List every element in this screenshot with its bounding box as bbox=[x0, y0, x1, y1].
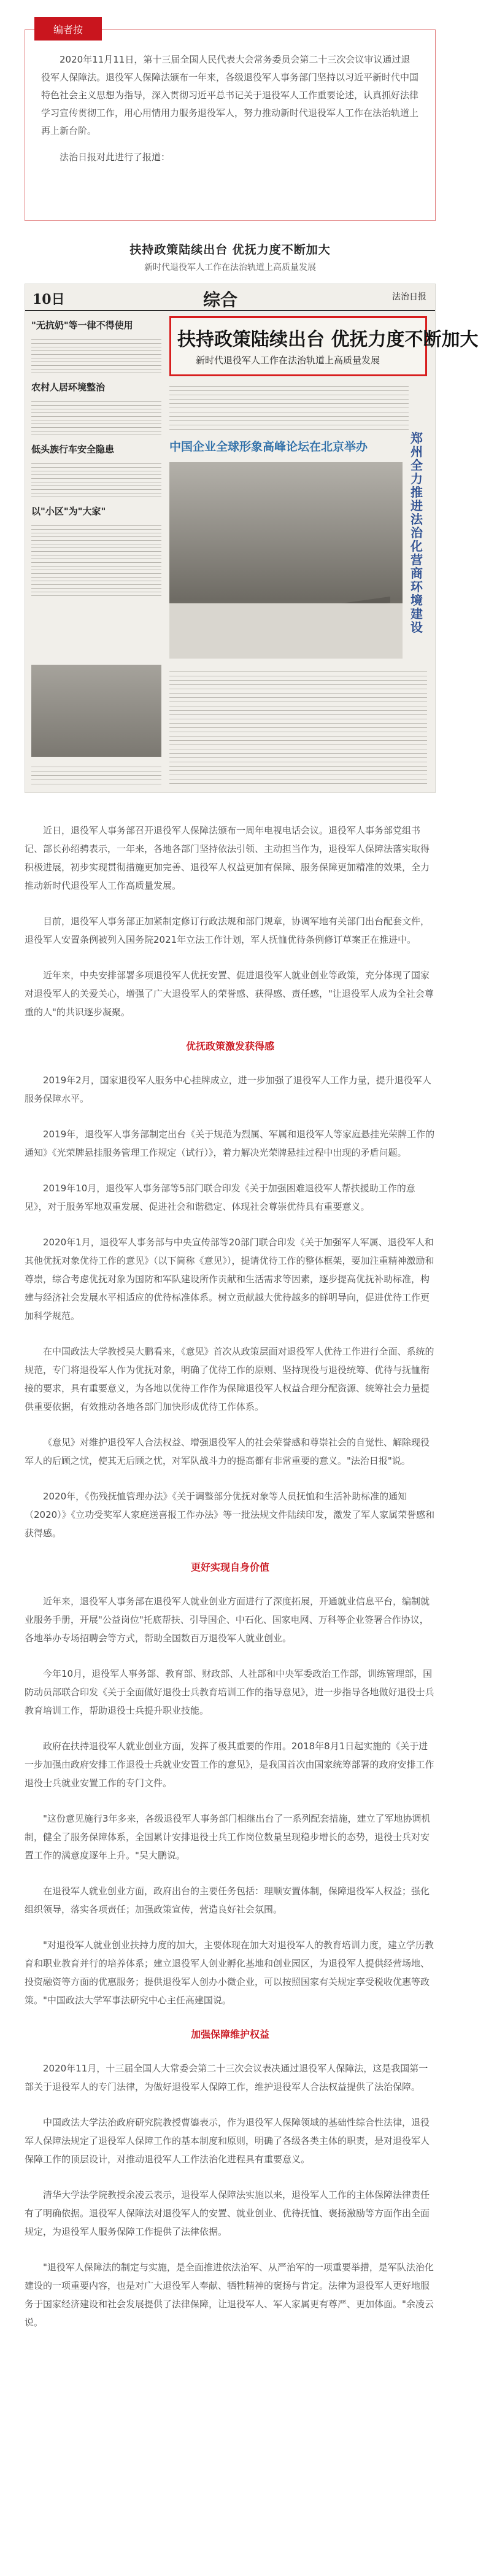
article-paragraph: 近年来，退役军人事务部在退役军人就业创业方面进行了深度拓展，开通就业信息平台，编制就业服务手册，开展"公益岗位"托底帮扶、引导国企、中石化、国家电网、万科等企业签署合作协议，各地举办专场招聘会等方式，帮助全国数百万退役军人就业创业。 bbox=[25, 1596, 430, 1644]
article-paragraph: "这份意见施行3年多来，各级退役军人事务部门相继出台了一系列配套措施，建立了军地协调机制，健全了服务保障体系，全国累计安排退役士兵工作岗位数量呈现稳步增长的态势，退役士兵对安置工作的满意度逐年上升。"吴大鹏说。 bbox=[25, 1813, 431, 1861]
article-paragraph: 2020年11月，十三届全国人大常委会第二十三次会议表决通过退役军人保障法，这是我国第一部关于退役军人的专门法律，为做好退役军人保障工作，维护退役军人合法权益提供了法治保障。 bbox=[25, 2063, 428, 2092]
article-paragraph: 2020年，《伤残抚恤管理办法》《关于调整部分优抚对象等人员抚恤和生活补助标准的通知（2020）》《立功受奖军人家庭送喜报工作办法》等一批法规文件陆续印发，激发了军人家属荣誉感和获得感。 bbox=[25, 1491, 435, 1539]
article-paragraph: 政府在扶持退役军人就业创业方面，发挥了极其重要的作用。2018年8月1日起实施的《关于进一步加强由政府安排工作退役士兵就业安置工作的意见》，是我国首次由国家统筹部署的政府安排工作退役士兵就业安置工作的专门文件。 bbox=[25, 1741, 434, 1789]
article-paragraph: "对退役军人就业创业扶持力度的加大，主要体现在加大对退役军人的教育培训力度，建立学历教育和职业教育并行的培养体系；建立退役军人创业孵化基地和创业园区，为退役军人提供经营场地、投资融资等方面的优惠服务；提供退役军人创办小微企业，可以按照国家有关规定享受税收优惠等政策。"中国政法大学军事法研究中心主任高建国说。 bbox=[25, 1940, 434, 2006]
article-paragraph: 2020年1月，退役军人事务部与中央宣传部等20部门联合印发《关于加强军人军属、退役军人和其他优抚对象优待工作的意见》（以下简称《意见》），提请优待工作的整体框架，要加注重精神激励和尊崇，综合考虑优抚对象为国防和军队建设所作贡献和生活需求等因素，逐步提高优抚补助标准，构建与经济社会发展水平相适应的优待标准体系。树立贡献越大优待越多的鲜明导向，促进优待工作更加科学规范。 bbox=[25, 1237, 434, 1321]
lead-story-title: 扶持政策陆续出台 优抚力度不断加大 bbox=[177, 329, 478, 350]
article-paragraph: 2019年10月，退役军人事务部等5部门联合印发《关于加强困难退役军人帮扶援助工作的意见》，对于服务军地双重发展、促进社会和谐稳定、体现社会尊崇优待具有重要意义。 bbox=[25, 1183, 415, 1212]
section-heading: 优抚政策激发获得感 bbox=[185, 1040, 274, 1052]
vertical-story-title: 郑州全力推进法治化营商环境建设 bbox=[411, 431, 423, 635]
section-heading: 更好实现自身价值 bbox=[190, 1561, 269, 1573]
article-paragraph: 在中国政法大学教授吴大鹏看来，《意见》首次从政策层面对退役军人优待工作进行全面、系统的规范，专门将退役军人作为优抚对象，明确了优待工作的原则、坚持现役与退役统筹、优待与抚恤衔接的要求，具有重要意义，为各地以优待工作作为保障退役军人权益合理分配资源、统筹社会力量提供重要依据，有效推动各地各部门加快形成优待工作体系。 bbox=[25, 1346, 434, 1412]
article-paragraph: 《意见》对维护退役军人合法权益、增强退役军人的社会荣誉感和尊崇社会的自觉性、解除现役军人的后顾之忧，使其无后顾之忧，对军队战斗力的提高都有非常重要的意义。"法治日报"说。 bbox=[25, 1437, 430, 1466]
newspaper-small-photo bbox=[31, 665, 161, 757]
article-headline bbox=[0, 241, 460, 273]
left-column-headline: 低头族行车安全隐患 bbox=[31, 444, 115, 455]
headline-title: 扶持政策陆续出台 优抚力度不断加大 bbox=[129, 243, 331, 257]
photo-ground bbox=[169, 603, 403, 659]
article-paragraph: 目前，退役军人事务部正加紧制定修订行政法规和部门规章，协调军地有关部门出台配套文件，退役军人安置条例被列入国务院2021年立法工作计划，军人抚恤优待条例修订草案正在推进中。 bbox=[25, 916, 430, 945]
editor-note-tag: 编者按 bbox=[34, 17, 102, 41]
article-paragraph: 近日，退役军人事务部召开退役军人保障法颁布一周年电视电话会议。退役军人事务部党组书记、部长孙绍骋表示，一年来，各地各部门坚持依法引领、主动担当作为，退役军人保障法落实取得积极进展，初步实现贯彻措施更加完善、退役军人权益更加有保障、服务保障更加精准的效果，全力推动新时代退役军人工作高质量发展。 bbox=[25, 825, 430, 891]
article-body bbox=[25, 821, 436, 2349]
newspaper-masthead bbox=[25, 284, 435, 311]
masthead-date: 10日 bbox=[33, 292, 65, 307]
left-column-headline: "无抗奶"等一律不得使用 bbox=[31, 320, 133, 331]
newspaper-body-text bbox=[169, 668, 427, 784]
left-column-headline: 以"小区"为"大家" bbox=[31, 506, 106, 517]
text-lines bbox=[31, 460, 161, 497]
article-paragraph: 2019年2月，国家退役军人服务中心挂牌成立，进一步加强了退役军人工作力量，提升退役军人服务保障水平。 bbox=[25, 1075, 431, 1104]
headline-subtitle: 新时代退役军人工作在法治轨道上高质量发展 bbox=[144, 263, 316, 273]
newspaper-photo bbox=[169, 462, 403, 659]
masthead-section-name: 综合 bbox=[203, 290, 238, 310]
editor-note-box bbox=[25, 29, 436, 221]
article-paragraph: 近年来，中央安排部署多项退役军人优抚安置、促进退役军人就业创业等政策，充分体现了国家对退役军人的关爱关心，增强了广大退役军人的荣誉感、获得感、责任感，"让退役军人成为全社会尊重的人"的共识逐步凝聚。 bbox=[25, 970, 434, 1018]
article-paragraph: 中国政法大学法治政府研究院教授曹鎏表示，作为退役军人保障领域的基础性综合性法律，退役军人保障法规定了退役军人保障工作的基本制度和原则，明确了各级各类主体的职责，是对退役军人保障工作的顶层设计，对推动退役军人工作法治化进程具有重要意义。 bbox=[25, 2117, 430, 2165]
section-heading: 加强保障维护权益 bbox=[190, 2029, 269, 2040]
newspaper-body-text bbox=[31, 763, 161, 787]
lead-story-text bbox=[169, 382, 409, 431]
article-paragraph: 2019年，退役军人事务部制定出台《关于规范为烈属、军属和退役军人等家庭悬挂光荣牌工作的通知》《光荣牌悬挂服务管理工作规定（试行）》，着力解决光荣牌悬挂过程中出现的矛盾问题。 bbox=[25, 1129, 435, 1158]
text-lines bbox=[31, 398, 161, 435]
left-column-headline: 农村人居环境整治 bbox=[31, 382, 106, 393]
article-paragraph: 清华大学法学院教授余凌云表示，退役军人保障法实施以来，退役军人工作的主体保障法律责任有了明确依据。退役军人保障法对退役军人的安置、就业创业、优待抚恤、褒扬激励等方面作出全面规定，为退役军人服务保障工作提供了法律依据。 bbox=[25, 2189, 430, 2237]
text-lines bbox=[31, 522, 161, 596]
lead-story-highlight bbox=[169, 316, 478, 376]
newspaper-page-image bbox=[25, 284, 478, 793]
text-lines bbox=[31, 336, 161, 373]
lead-story-subtitle: 新时代退役军人工作在法治轨道上高质量发展 bbox=[196, 355, 380, 366]
editor-note-paragraph: 2020年11月11日，第十三届全国人民代表大会常务委员会第二十三次会议审议通过退役军人保障法。退役军人保障法颁布一年来，各级退役军人事务部门坚持以习近平新时代中国特色社会主义思想为指导，深入贯彻习近平总书记关于退役军人工作重要论述，认真抓好法律学习宣传贯彻工作，用心用情用力服务退役军人，努力推动新时代退役军人工作在法治轨道上再上新台阶。 bbox=[41, 54, 419, 136]
editor-note-paragraph: 法治日报对此进行了报道： bbox=[60, 152, 171, 163]
article-paragraph: 在退役军人就业创业方面，政府出台的主要任务包括：理顺安置体制，保障退役军人权益；强化组织领导，落实各项责任；加强政策宣传，营造良好社会氛围。 bbox=[25, 1886, 430, 1915]
article-paragraph: "退役军人保障法的制定与实施，是全面推进依法治军、从严治军的一项重要举措，是军队法治化建设的一项重要内容，也是对广大退役军人奉献、牺牲精神的褒扬与肯定。法律为退役军人更好地服务于国家经济建设和社会发展提供了法律保障，让退役军人、军人家属更有尊严、更加体面。"余凌云说。 bbox=[25, 2262, 434, 2328]
masthead-paper-name: 法治日报 bbox=[392, 292, 426, 302]
secondary-story-title: 中国企业全球形象高峰论坛在北京举办 bbox=[169, 440, 368, 454]
newspaper-left-column bbox=[31, 319, 161, 603]
article-paragraph: 今年10月，退役军人事务部、教育部、财政部、人社部和中央军委政治工作部，训练管理部，国防动员部联合印发《关于全面做好退役士兵教育培训工作的指导意见》，进一步指导各地做好退役士兵教育培训工作，帮助退役士兵提升职业技能。 bbox=[25, 1668, 434, 1716]
